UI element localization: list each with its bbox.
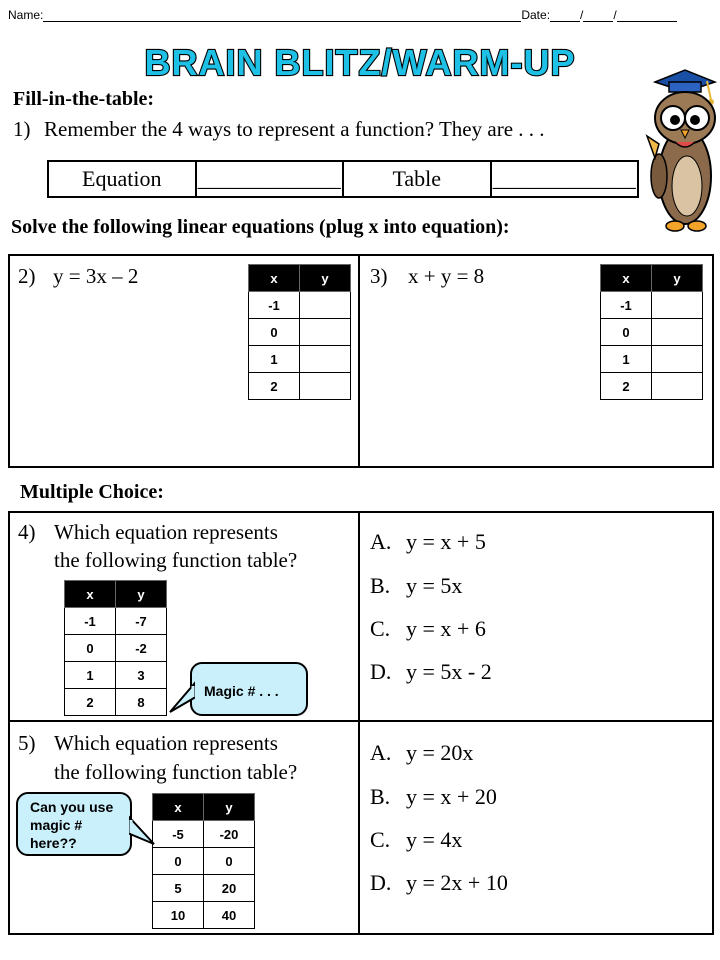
representation-row — [47, 160, 639, 198]
table-row — [153, 821, 255, 848]
q2-y-cell[interactable] — [300, 373, 351, 400]
q3-x-cell: -1 — [601, 292, 652, 319]
page-title — [0, 38, 720, 86]
q5-table — [152, 793, 255, 929]
q5-header-y: y — [204, 794, 255, 821]
q5-x-cell: 10 — [153, 902, 204, 929]
q4-option-d[interactable] — [370, 659, 492, 685]
rep-cell-equation: Equation — [49, 162, 197, 196]
fill-table-heading: Fill-in-the-table: — [13, 88, 155, 110]
option-text: y = x + 5 — [406, 529, 486, 554]
q4-x-cell: 2 — [65, 689, 116, 716]
date-day-field[interactable] — [583, 9, 613, 22]
q4-option-b[interactable] — [370, 573, 462, 599]
q2-table — [248, 264, 351, 400]
q2-x-cell: 2 — [249, 373, 300, 400]
date-year-field[interactable] — [617, 9, 677, 22]
title-text: BRAIN BLITZ/WARM-UP — [144, 42, 576, 83]
q4-y-cell: 8 — [116, 689, 167, 716]
option-letter: D. — [370, 870, 392, 895]
q3-header-y: y — [652, 265, 703, 292]
q4-callout — [190, 662, 308, 716]
table-row — [153, 902, 255, 929]
q3-y-cell[interactable] — [652, 373, 703, 400]
q5-line2: the following function table? — [54, 760, 298, 784]
option-letter: D. — [370, 659, 392, 684]
q2-equation: y = 3x – 2 — [53, 264, 139, 288]
q3-equation: x + y = 8 — [408, 264, 485, 288]
q5-y-cell: 0 — [204, 848, 255, 875]
q4-header-y: y — [116, 581, 167, 608]
table-row — [249, 373, 351, 400]
q3-x-cell: 2 — [601, 373, 652, 400]
q4-y-cell: -2 — [116, 635, 167, 662]
q3-y-cell[interactable] — [652, 292, 703, 319]
mc-divider-horizontal — [8, 720, 714, 722]
q4-header-x: x — [65, 581, 116, 608]
rep-cell-blank-1[interactable]: _____________ — [197, 162, 345, 196]
q3-x-cell: 0 — [601, 319, 652, 346]
option-text: y = x + 6 — [406, 616, 486, 641]
table-row — [601, 292, 703, 319]
q5-x-cell: 0 — [153, 848, 204, 875]
table-row — [153, 875, 255, 902]
table-row — [249, 346, 351, 373]
table-row — [601, 319, 703, 346]
q5-option-c[interactable] — [370, 827, 462, 853]
option-text: y = x + 20 — [406, 784, 497, 809]
q1-number: 1) — [13, 117, 31, 141]
option-letter: A. — [370, 529, 392, 554]
solve-heading: Solve the following linear equations (plug x into equation): — [11, 216, 510, 238]
q3-number: 3) — [370, 264, 388, 288]
date-month-field[interactable] — [550, 9, 580, 22]
q2-header-y: y — [300, 265, 351, 292]
mc-divider-vertical — [358, 511, 360, 935]
option-letter: C. — [370, 616, 391, 641]
date-sep-1: / — [580, 8, 584, 22]
rep-cell-blank-2[interactable]: _____________ — [492, 166, 636, 191]
rep-cell-table: Table — [344, 162, 492, 196]
q3-y-cell[interactable] — [652, 346, 703, 373]
q1-text: Remember the 4 ways to represent a function? They are . . . — [44, 117, 545, 141]
option-text: y = 5x — [406, 573, 463, 598]
q5-y-cell: 20 — [204, 875, 255, 902]
q4-number: 4) — [18, 520, 36, 544]
q5-y-cell: -20 — [204, 821, 255, 848]
date-sep-2: / — [613, 8, 617, 22]
q4-callout-tail — [170, 684, 194, 714]
q4-table — [64, 580, 167, 716]
table-row — [601, 373, 703, 400]
q4-x-cell: 0 — [65, 635, 116, 662]
table-row — [249, 292, 351, 319]
q4-y-cell: 3 — [116, 662, 167, 689]
option-text: y = 4x — [406, 827, 463, 852]
table-row — [601, 346, 703, 373]
q2-y-cell[interactable] — [300, 346, 351, 373]
q4-callout-text: Magic # . . . — [204, 683, 279, 699]
q5-x-cell: -5 — [153, 821, 204, 848]
table-row — [65, 635, 167, 662]
q5-callout-tail — [130, 818, 154, 848]
table-row — [65, 662, 167, 689]
q5-option-d[interactable] — [370, 870, 508, 896]
q5-callout-text: Can you use magic # here?? — [30, 799, 114, 851]
multiple-choice-heading: Multiple Choice: — [20, 481, 164, 503]
q5-number: 5) — [18, 731, 36, 755]
option-letter: C. — [370, 827, 391, 852]
owl-mascot-icon — [645, 66, 720, 246]
q5-line1: Which equation represents — [54, 731, 278, 755]
table-row — [65, 689, 167, 716]
date-label: Date: — [521, 8, 551, 22]
solve-divider — [358, 254, 360, 468]
q4-y-cell: -7 — [116, 608, 167, 635]
q2-header-x: x — [249, 265, 300, 292]
q4-line2: the following function table? — [54, 548, 298, 572]
q5-option-b[interactable] — [370, 784, 497, 810]
q3-header-x: x — [601, 265, 652, 292]
q2-y-cell[interactable] — [300, 319, 351, 346]
option-text: y = 2x + 10 — [406, 870, 508, 895]
option-letter: A. — [370, 740, 392, 765]
q4-x-cell: 1 — [65, 662, 116, 689]
option-text: y = 5x - 2 — [406, 659, 492, 684]
q4-option-a[interactable] — [370, 529, 486, 555]
q5-y-cell: 40 — [204, 902, 255, 929]
name-label: Name: — [8, 8, 44, 22]
q2-x-cell: 0 — [249, 319, 300, 346]
q2-x-cell: 1 — [249, 346, 300, 373]
table-row — [249, 319, 351, 346]
q5-header-x: x — [153, 794, 204, 821]
q2-x-cell: -1 — [249, 292, 300, 319]
q2-number: 2) — [18, 264, 36, 288]
name-field[interactable] — [43, 9, 521, 22]
q3-y-cell[interactable] — [652, 319, 703, 346]
header-line — [8, 8, 712, 22]
q5-x-cell: 5 — [153, 875, 204, 902]
option-text: y = 20x — [406, 740, 474, 765]
q3-x-cell: 1 — [601, 346, 652, 373]
table-row — [153, 848, 255, 875]
q4-option-c[interactable] — [370, 616, 486, 642]
q5-callout — [16, 792, 132, 856]
q3-table — [600, 264, 703, 400]
table-row — [65, 608, 167, 635]
option-letter: B. — [370, 573, 391, 598]
q4-x-cell: -1 — [65, 608, 116, 635]
q2-y-cell[interactable] — [300, 292, 351, 319]
q4-line1: Which equation represents — [54, 520, 278, 544]
q5-option-a[interactable] — [370, 740, 473, 766]
mc-box — [8, 511, 714, 935]
option-letter: B. — [370, 784, 391, 809]
